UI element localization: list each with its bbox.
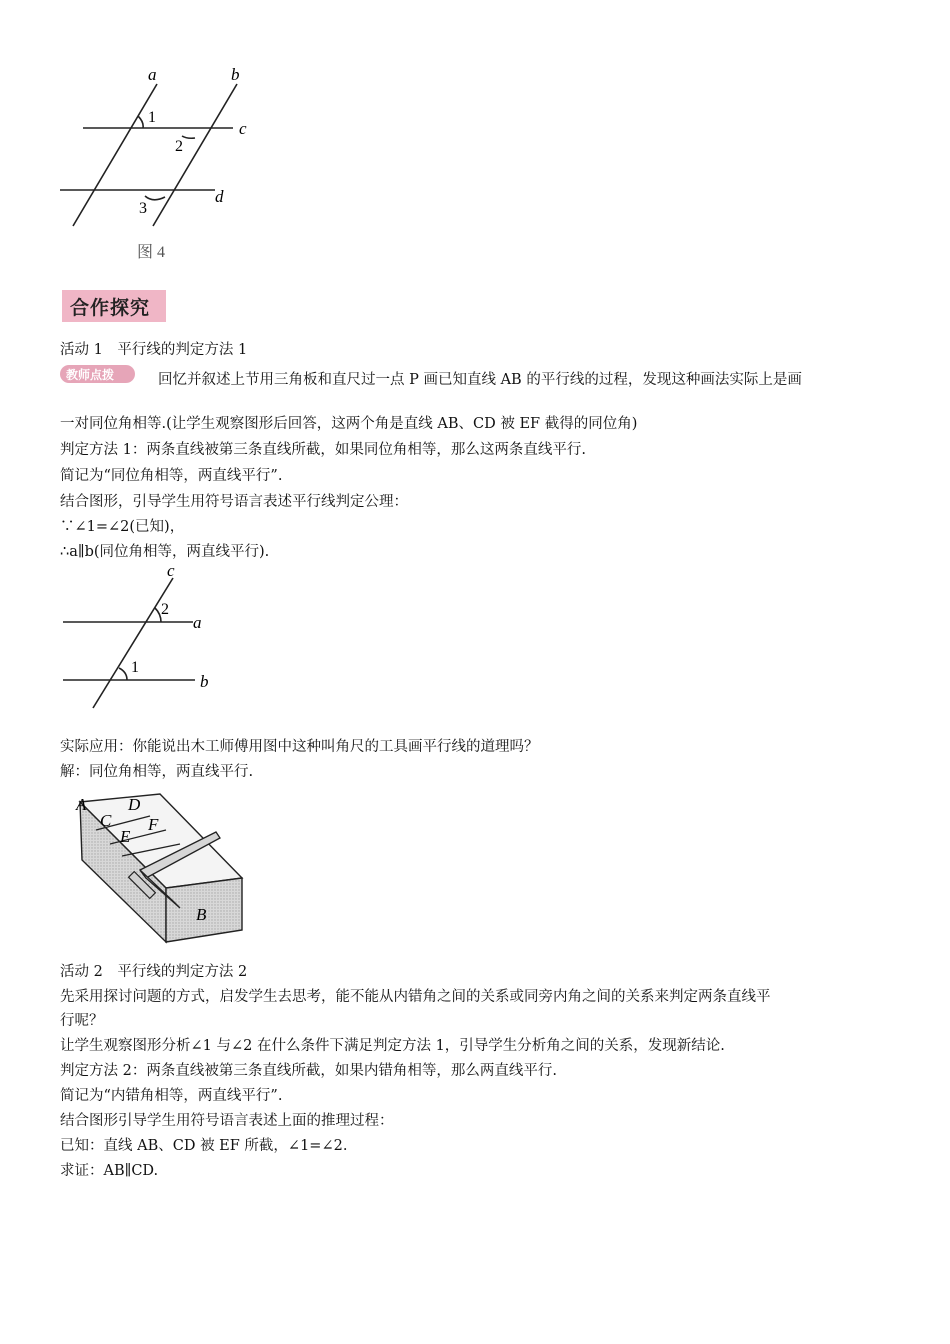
label-a: a bbox=[148, 65, 157, 84]
figure-4-caption: 图 4 bbox=[137, 244, 166, 261]
teacher-tag bbox=[60, 365, 135, 383]
label-C: C bbox=[100, 811, 112, 830]
label-c: c bbox=[167, 561, 175, 580]
label-b: b bbox=[200, 672, 209, 691]
angle-2-arc bbox=[182, 136, 195, 138]
activity1-title: 活动 1 平行线的判定方法 1 bbox=[60, 342, 248, 358]
label-A: A bbox=[76, 795, 87, 814]
label-c: c bbox=[239, 119, 247, 138]
line-b bbox=[153, 84, 237, 226]
activity2-short: 简记为“内错角相等，两直线平行”. bbox=[60, 1088, 283, 1104]
figure-4 bbox=[55, 60, 275, 270]
activity2-intro2: 行呢？ bbox=[60, 1013, 104, 1029]
angle-1-arc bbox=[119, 668, 127, 680]
activity1-therefore: ∴a∥b(同位角相等，两直线平行). bbox=[60, 544, 270, 560]
line-c bbox=[93, 578, 173, 708]
figure-parallel-ab bbox=[55, 558, 235, 718]
label-angle-2: 2 bbox=[175, 138, 183, 155]
figure-wood-block bbox=[70, 790, 255, 950]
angle-3-arc bbox=[145, 196, 165, 200]
section-title: 合作探究 bbox=[70, 297, 151, 319]
teacher-tag-label: 教师点拨 bbox=[66, 368, 115, 382]
application-answer: 解：同位角相等，两直线平行. bbox=[60, 764, 254, 780]
activity2-given: 已知：直线 AB、CD 被 EF 所截，∠1=∠2. bbox=[60, 1138, 348, 1154]
label-B: B bbox=[196, 905, 207, 924]
activity2-guide: 结合图形引导学生用符号语言表述上面的推理过程： bbox=[60, 1113, 394, 1129]
label-angle-2: 2 bbox=[161, 601, 169, 618]
activity2-method: 判定方法 2：两条直线被第三条直线所截，如果内错角相等，那么两直线平行. bbox=[60, 1063, 557, 1079]
label-angle-1: 1 bbox=[131, 659, 139, 676]
label-F: F bbox=[148, 815, 159, 834]
activity1-guide: 结合图形，引导学生用符号语言表述平行线判定公理： bbox=[60, 494, 408, 510]
activity2-intro1: 先采用探讨问题的方式，启发学生去思考，能不能从内错角之间的关系或同旁内角之间的关系来判定两条直线平 bbox=[60, 989, 771, 1005]
label-a: a bbox=[193, 613, 202, 632]
label-D: D bbox=[128, 795, 141, 814]
angle-1-arc bbox=[138, 116, 143, 128]
section-title-badge bbox=[62, 290, 166, 322]
label-E: E bbox=[120, 827, 131, 846]
activity1-because: ∵∠1=∠2(已知)， bbox=[60, 519, 185, 535]
activity2-observe: 让学生观察图形分析∠1 与∠2 在什么条件下满足判定方法 1，引导学生分析角之间的关系，发现新结论. bbox=[60, 1038, 725, 1054]
activity1-line2: 一对同位角相等.(让学生观察图形后回答，这两个角是直线 AB、CD 被 EF 截得的同位角) bbox=[60, 416, 638, 432]
activity2-prove: 求证：AB∥CD. bbox=[60, 1163, 159, 1179]
activity1-method: 判定方法 1：两条直线被第三条直线所截，如果同位角相等，那么这两条直线平行. bbox=[60, 442, 586, 458]
activity2-title: 活动 2 平行线的判定方法 2 bbox=[60, 964, 248, 980]
label-angle-3: 3 bbox=[139, 200, 147, 217]
activity1-line1: 回忆并叙述上节用三角板和直尺过一点 P 画已知直线 AB 的平行线的过程，发现这种画法实际上是画 bbox=[158, 372, 802, 388]
label-b: b bbox=[231, 65, 240, 84]
application-question: 实际应用：你能说出木工师傅用图中这种叫角尺的工具画平行线的道理吗？ bbox=[60, 739, 539, 755]
label-angle-1: 1 bbox=[148, 109, 156, 126]
label-d: d bbox=[215, 187, 224, 206]
activity1-short: 简记为“同位角相等，两直线平行”. bbox=[60, 468, 283, 484]
